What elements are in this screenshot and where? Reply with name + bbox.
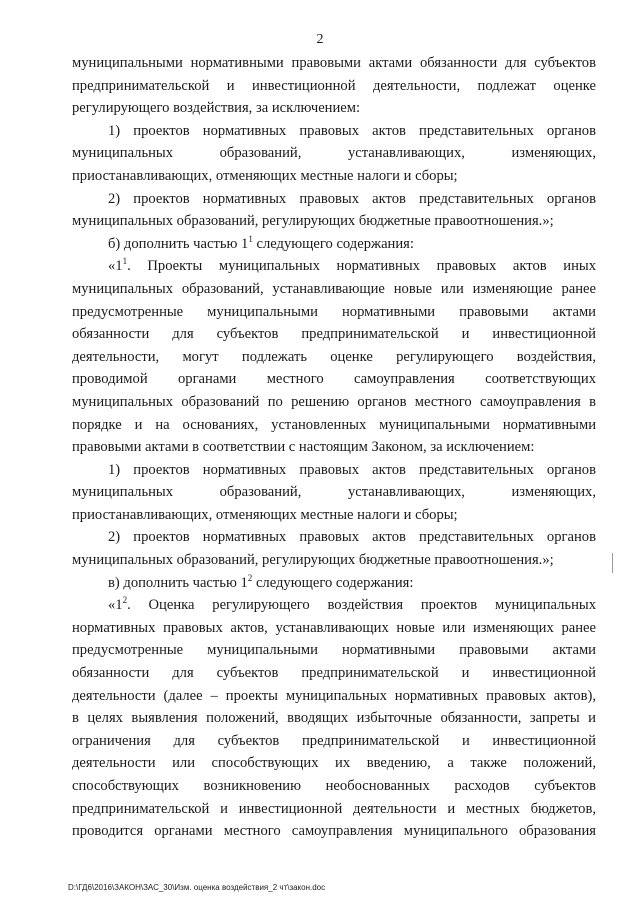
text-line (72, 730, 596, 753)
line-text: регулирующего воздействия, за исключением: (72, 100, 361, 117)
line-text: обязанности для субъектов предпринимательской и инвестиционной (72, 665, 596, 682)
text-line (72, 278, 596, 301)
line-text: способствующих возникновению необоснованных расходов субъектов (72, 778, 596, 794)
footer-file-path: D:\ГД6\2016\ЗАКОН\ЗАС_30\Изм. оценка воздействия_2 чт\закон.doc (68, 883, 326, 892)
superscript: 1 (122, 256, 128, 267)
text-line (72, 798, 596, 821)
line-text-continued: . Оценка регулирующего воздействия проектов муниципальных (127, 597, 596, 614)
line-text: муниципальных образований по решению органов местного самоуправления в (72, 393, 596, 410)
text-line (72, 255, 596, 278)
line-text: в целях выявления положений, вводящих избыточные обязанности, запреты и (72, 710, 596, 727)
text-line (72, 323, 596, 346)
line-text: муниципальными нормативными правовыми актами обязанности для субъектов (72, 55, 596, 71)
line-text: предпринимательской и инвестиционной деятельности и местных бюджетов, (72, 800, 596, 817)
text-line (72, 707, 596, 730)
line-text: «1 (108, 597, 123, 614)
text-line (72, 685, 596, 708)
line-text-continued: . Проекты муниципальных нормативных правовых актов иных (127, 258, 596, 275)
text-line (72, 504, 596, 527)
text-line (72, 97, 596, 120)
line-text: муниципальных образований, устанавливающих, изменяющих, (72, 484, 596, 501)
text-line (72, 391, 596, 414)
text-line (72, 752, 596, 775)
line-text: 1) проектов нормативных правовых актов представительных органов (108, 461, 596, 478)
text-line (72, 481, 596, 504)
text-line (72, 436, 596, 459)
text-line (72, 414, 596, 437)
text-line (72, 526, 596, 549)
line-text: предусмотренные муниципальными нормативными правовыми актами (72, 303, 596, 320)
text-line (72, 188, 596, 211)
line-text: муниципальных образований, устанавливающих, изменяющих, (72, 145, 596, 162)
line-text: предпринимательской и инвестиционной деятельности, подлежат оценке (72, 77, 596, 94)
text-line (72, 120, 596, 143)
text-line (72, 346, 596, 369)
line-text: 2) проектов нормативных правовых актов представительных органов (108, 529, 596, 546)
margin-mark (612, 553, 613, 573)
text-line (72, 142, 596, 165)
superscript: 2 (247, 572, 253, 583)
line-text: муниципальных образований, регулирующих бюджетные правоотношения.»; (72, 552, 554, 569)
line-text: 1) проектов нормативных правовых актов представительных органов (108, 122, 596, 139)
line-text: деятельности или способствующих их введению, а также положений, (72, 755, 596, 772)
text-line (72, 368, 596, 391)
line-text: порядке и на основаниях, установленных муниципальными нормативными (72, 416, 596, 433)
line-text: предусмотренные муниципальными нормативными правовыми актами (72, 642, 596, 659)
page-number: 2 (316, 32, 324, 47)
text-line (72, 301, 596, 324)
text-line (72, 75, 596, 98)
line-text-continued: следующего содержания: (252, 574, 414, 591)
text-line (72, 459, 596, 482)
line-text: б) дополнить частью 1 (108, 235, 249, 252)
line-text-continued: следующего содержания: (252, 235, 414, 252)
text-line (72, 233, 596, 256)
line-text: правовыми актами в соответствии с настоящим Законом, за исключением: (72, 439, 535, 456)
text-line (72, 549, 596, 572)
superscript: 1 (248, 233, 253, 244)
text-line (72, 572, 596, 595)
text-line (72, 662, 596, 685)
text-line (72, 52, 596, 75)
line-text: обязанности для субъектов предпринимательской и инвестиционной (72, 326, 596, 343)
superscript: 2 (122, 595, 128, 606)
line-text: проводится органами местного самоуправления муниципального образования (72, 823, 596, 840)
line-text: деятельности (далее – проекты муниципальных нормативных правовых актов), (72, 687, 596, 704)
line-text: «1 (108, 258, 123, 275)
line-text: муниципальных образований, регулирующих бюджетные правоотношения.»; (72, 213, 554, 230)
line-text: приостанавливающих, отменяющих местные налоги и сборы; (72, 506, 458, 523)
text-line (72, 820, 596, 843)
line-text: приостанавливающих, отменяющих местные налоги и сборы; (72, 167, 458, 184)
line-text: 2) проектов нормативных правовых актов представительных органов (108, 190, 596, 207)
text-line (72, 594, 596, 617)
line-text: проводимой органами местного самоуправления соответствующих (72, 371, 596, 388)
line-text: в) дополнить частью 1 (108, 574, 248, 591)
line-text: деятельности, могут подлежать оценке регулирующего воздействия, (72, 348, 596, 365)
line-text: ограничения для субъектов предпринимательской и инвестиционной (72, 732, 596, 749)
text-line (72, 617, 596, 640)
text-line (72, 210, 596, 233)
text-line (72, 639, 596, 662)
text-line (72, 775, 596, 798)
line-text: муниципальных образований, устанавливающие новые или изменяющие ранее (72, 280, 596, 297)
line-text: нормативных правовых актов, устанавливающих новые или изменяющих ранее (72, 619, 596, 636)
document-body (72, 52, 596, 843)
text-line (72, 165, 596, 188)
